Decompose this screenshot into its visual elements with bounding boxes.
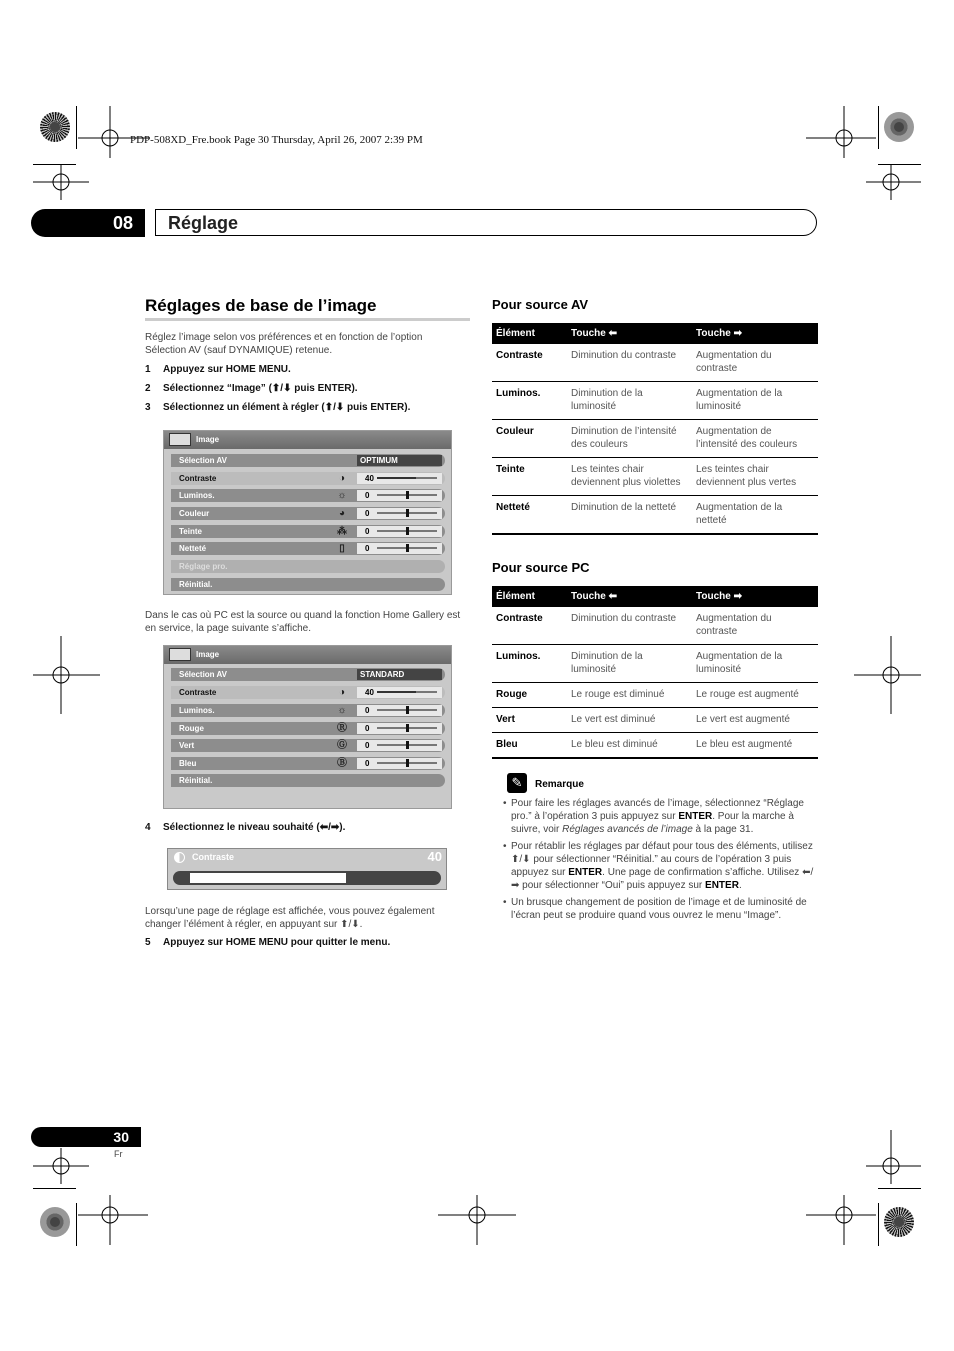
column-header: Touche ⬅ (567, 323, 692, 344)
osd-row-nettete: Netteté ▯ 0 (171, 542, 445, 555)
osd-row-contraste: Contraste ◑ 40 (171, 472, 445, 485)
contrast-icon: ◑ (338, 473, 346, 484)
table-av-title: Pour source AV (492, 297, 589, 312)
table-row: Rouge Le rouge est diminué Le rouge est augmenté (492, 683, 818, 708)
note-list (503, 797, 819, 926)
table-av (492, 323, 818, 535)
osd-title-bar: Image (164, 646, 451, 664)
intro-paragraph: Réglez l’image selon vos préférences et en fonction de l’option Sélection AV (sauf DYNAMIQUE) retenue. (145, 332, 423, 356)
osd-row-selection-av: Sélection AV OPTIMUM (171, 454, 445, 467)
contrast-bar-value: 40 (427, 849, 442, 864)
osd-row-couleur: Couleur ◕ 0 (171, 507, 445, 520)
crosshair-icon (806, 1195, 876, 1245)
note-title: Remarque (535, 779, 584, 790)
osd-image-menu-pc (163, 645, 452, 809)
contrast-track (173, 871, 441, 885)
step-1: 1 Appuyez sur HOME MENU. (145, 364, 291, 375)
table-row: Contraste Diminution du contraste Augmentation du contraste (492, 607, 818, 645)
osd-row-luminos: Luminos. ☼ 0 (171, 489, 445, 502)
table-pc-title: Pour source PC (492, 560, 590, 575)
osd-row-contraste: Contraste ◑ 40 (171, 686, 445, 699)
osd-row-bleu: Bleu Ⓑ 0 (171, 757, 445, 770)
section-title: Réglages de base de l’image (145, 296, 377, 315)
language-code: Fr (114, 1149, 123, 1159)
column-header: Touche ➡ (692, 586, 818, 607)
red-icon: Ⓡ (337, 723, 347, 734)
table-pc (492, 586, 818, 759)
table-row: Netteté Diminution de la netteté Augmentation de la netteté (492, 496, 818, 535)
osd-title-bar: Image (164, 431, 451, 449)
list-item: • Un brusque changement de position de l’image et de luminosité de l’écran peut se produire quand vous ouvrez le menu “Image”. (503, 896, 819, 922)
brightness-icon: ☼ (337, 490, 347, 501)
section-rule (145, 318, 470, 321)
osd-row-vert: Vert Ⓖ 0 (171, 739, 445, 752)
image-menu-icon (169, 648, 191, 661)
osd-row-reinitial: Réinitial. (171, 578, 445, 591)
contrast-bar-label: Contraste (192, 852, 235, 862)
column-header: Élément (492, 586, 567, 607)
column-header: Touche ⬅ (567, 586, 692, 607)
column-header: Élément (492, 323, 567, 344)
contrast-adjust-bar (167, 848, 447, 890)
osd-image-menu-av (163, 430, 452, 595)
table-header-row (492, 586, 818, 607)
file-info: PDP-508XD_Fre.book Page 30 Thursday, April 26, 2007 2:39 PM (130, 134, 423, 146)
crosshair-icon (33, 1148, 89, 1184)
contrast-track-fill (190, 873, 346, 883)
column-header: Touche ➡ (692, 323, 818, 344)
step-4: 4 Sélectionnez le niveau souhaité (⬅/➡). (145, 822, 346, 833)
crosshair-icon (438, 1195, 516, 1245)
crosshair-icon (866, 164, 921, 200)
page-number: 30 (31, 1127, 141, 1147)
tint-icon: ⁂ (337, 526, 347, 537)
osd-row-selection-av: Sélection AV STANDARD (171, 668, 445, 681)
crosshair-icon (806, 106, 876, 158)
after-paragraph: Lorsqu’une page de réglage est affichée, vous pouvez également changer l’élément à régler, en appuyant sur ⬆/⬇. (145, 906, 435, 930)
chapter-number: 08 (31, 209, 145, 237)
osd-row-reinitial: Réinitial. (171, 774, 445, 787)
crosshair-icon (33, 636, 100, 714)
step-5: 5 Appuyez sur HOME MENU pour quitter le menu. (145, 937, 391, 948)
image-menu-icon (169, 433, 191, 446)
table-row: Teinte Les teintes chair deviennent plus violettes Les teintes chair deviennent plus vertes (492, 458, 818, 496)
sharpness-icon: ▯ (339, 543, 345, 554)
table-row: Contraste Diminution du contraste Augmentation du contraste (492, 344, 818, 382)
list-item: • Pour rétablir les réglages par défaut pour tous des éléments, utilisez ⬆/⬇ pour sélectionner “Réinitial.” au cours de l’opération 3 puis appuyez sur ENTER. Une page de confirmation s’affiche. Utilisez ⬅/➡ pour sélectionner “Oui” puis appuyez sur ENTER. (503, 840, 819, 892)
table-row: Luminos. Diminution de la luminosité Augmentation de la luminosité (492, 645, 818, 683)
step-3: 3 Sélectionnez un élément à régler (⬆/⬇ puis ENTER). (145, 402, 411, 413)
contrast-icon: ◑ (338, 687, 346, 698)
crosshair-icon (854, 636, 921, 714)
table-row: Bleu Le bleu est diminué Le bleu est augmenté (492, 733, 818, 759)
crosshair-icon (78, 1195, 148, 1245)
between-paragraph: Dans le cas où PC est la source ou quand la fonction Home Gallery est en service, la page suivante s’affiche. (145, 610, 461, 634)
brightness-icon: ☼ (337, 705, 347, 716)
crosshair-icon (33, 164, 89, 200)
table-row: Couleur Diminution de l’intensité des couleurs Augmentation de l’intensité des couleurs (492, 420, 818, 458)
blue-icon: Ⓑ (337, 758, 347, 769)
crosshair-icon (78, 106, 150, 158)
crosshair-icon (866, 1130, 921, 1184)
table-header-row (492, 323, 818, 344)
osd-row-teinte: Teinte ⁂ 0 (171, 525, 445, 538)
color-icon: ◕ (338, 508, 346, 519)
osd-row-rouge: Rouge Ⓡ 0 (171, 722, 445, 735)
green-icon: Ⓖ (337, 740, 347, 751)
osd-row-reglage-pro: Réglage pro. (171, 560, 445, 573)
step-2: 2 Sélectionnez “Image” (⬆/⬇ puis ENTER). (145, 383, 358, 394)
note-pencil-icon: ✎ (507, 773, 527, 793)
table-row: Luminos. Diminution de la luminosité Augmentation de la luminosité (492, 382, 818, 420)
contrast-icon (174, 852, 185, 863)
list-item: • Pour faire les réglages avancés de l’image, sélectionnez “Réglage pro.” à l’opération 3 puis appuyez sur ENTER. Pour la marche à suivre, voir Réglages avancés de l’image à la page 31. (503, 797, 819, 836)
osd-row-luminos: Luminos. ☼ 0 (171, 704, 445, 717)
table-row: Vert Le vert est diminué Le vert est augmenté (492, 708, 818, 733)
chapter-title: Réglage (155, 209, 817, 236)
